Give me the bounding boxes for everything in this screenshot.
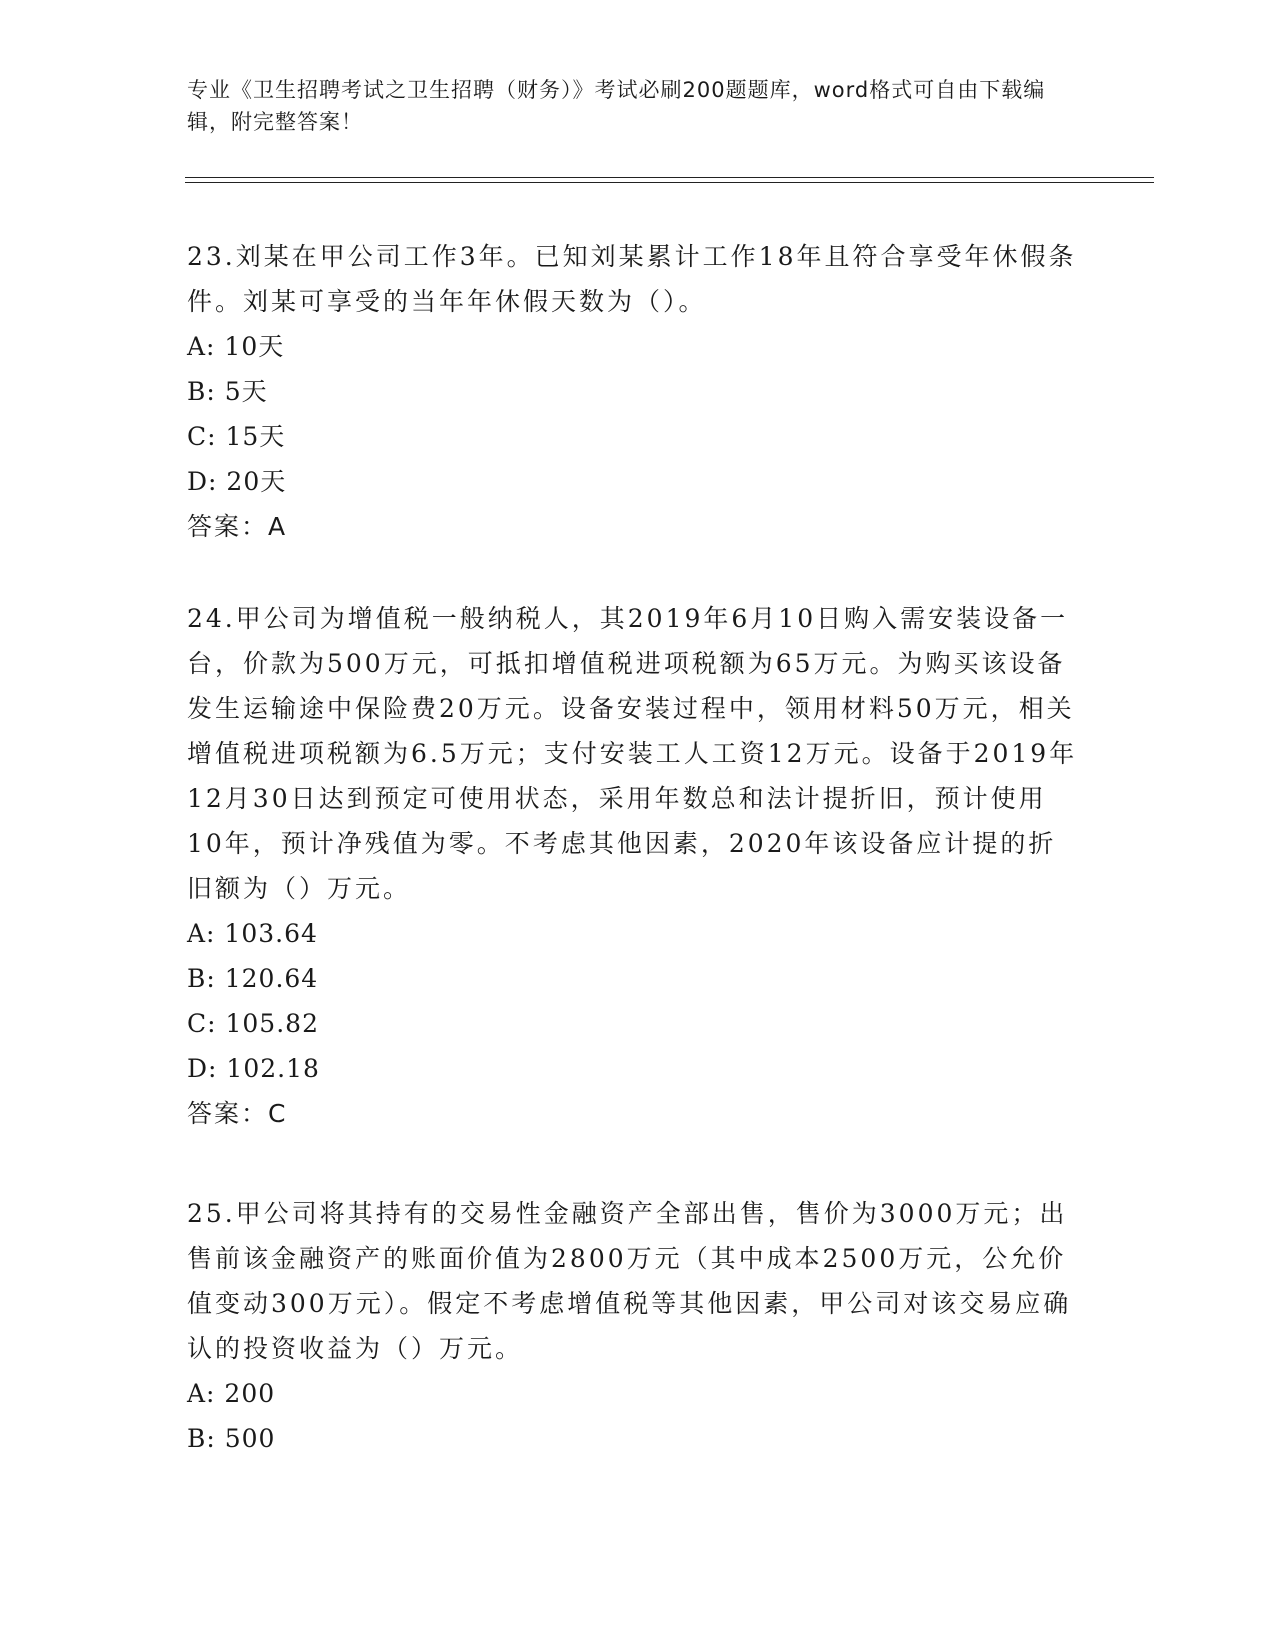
option-a: A: 200	[187, 1379, 276, 1408]
question-25	[187, 1191, 1082, 1461]
answer-label: 答案：C	[187, 1099, 288, 1128]
option-c: C: 105.82	[187, 1009, 319, 1038]
question-24	[187, 596, 1082, 1136]
answer-label: 答案：A	[187, 512, 288, 541]
header-divider-bottom	[185, 182, 1154, 183]
question-stem: 25.甲公司将其持有的交易性金融资产全部出售，售价为3000万元；出售前该金融资产的账面价值为2800万元（其中成本2500万元，公允价值变动300万元）。假定不考虑增值税等其他因素，甲公司对该交易应确认的投资收益为（）万元。	[187, 1199, 1072, 1363]
option-b: B: 120.64	[187, 964, 319, 993]
document-header: 专业《卫生招聘考试之卫生招聘（财务）》考试必刷200题题库，word格式可自由下载编辑，附完整答案！	[187, 78, 1046, 134]
header-divider-top	[185, 177, 1154, 178]
question-stem: 23.刘某在甲公司工作3年。已知刘某累计工作18年且符合享受年休假条件。刘某可享受的当年年休假天数为（）。	[187, 242, 1077, 316]
option-a: A: 10天	[187, 332, 285, 361]
question-stem: 24.甲公司为增值税一般纳税人，其2019年6月10日购入需安装设备一台，价款为500万元，可抵扣增值税进项税额为65万元。为购买该设备发生运输途中保险费20万元。设备安装过程中，领用材料50万元，相关增值税进项税额为6.5万元；支付安装工人工资12万元。设备于2019年12月30日达到预定可使用状态，采用年数总和法计提折旧，预计使用10年，预计净残值为零。不考虑其他因素，2020年该设备应计提的折旧额为（）万元。	[187, 604, 1078, 903]
question-23	[187, 234, 1082, 549]
option-d: D: 20天	[187, 467, 287, 496]
option-b: B: 500	[187, 1424, 276, 1453]
option-a: A: 103.64	[187, 919, 318, 948]
option-c: C: 15天	[187, 422, 286, 451]
option-d: D: 102.18	[187, 1054, 320, 1083]
option-b: B: 5天	[187, 377, 268, 406]
